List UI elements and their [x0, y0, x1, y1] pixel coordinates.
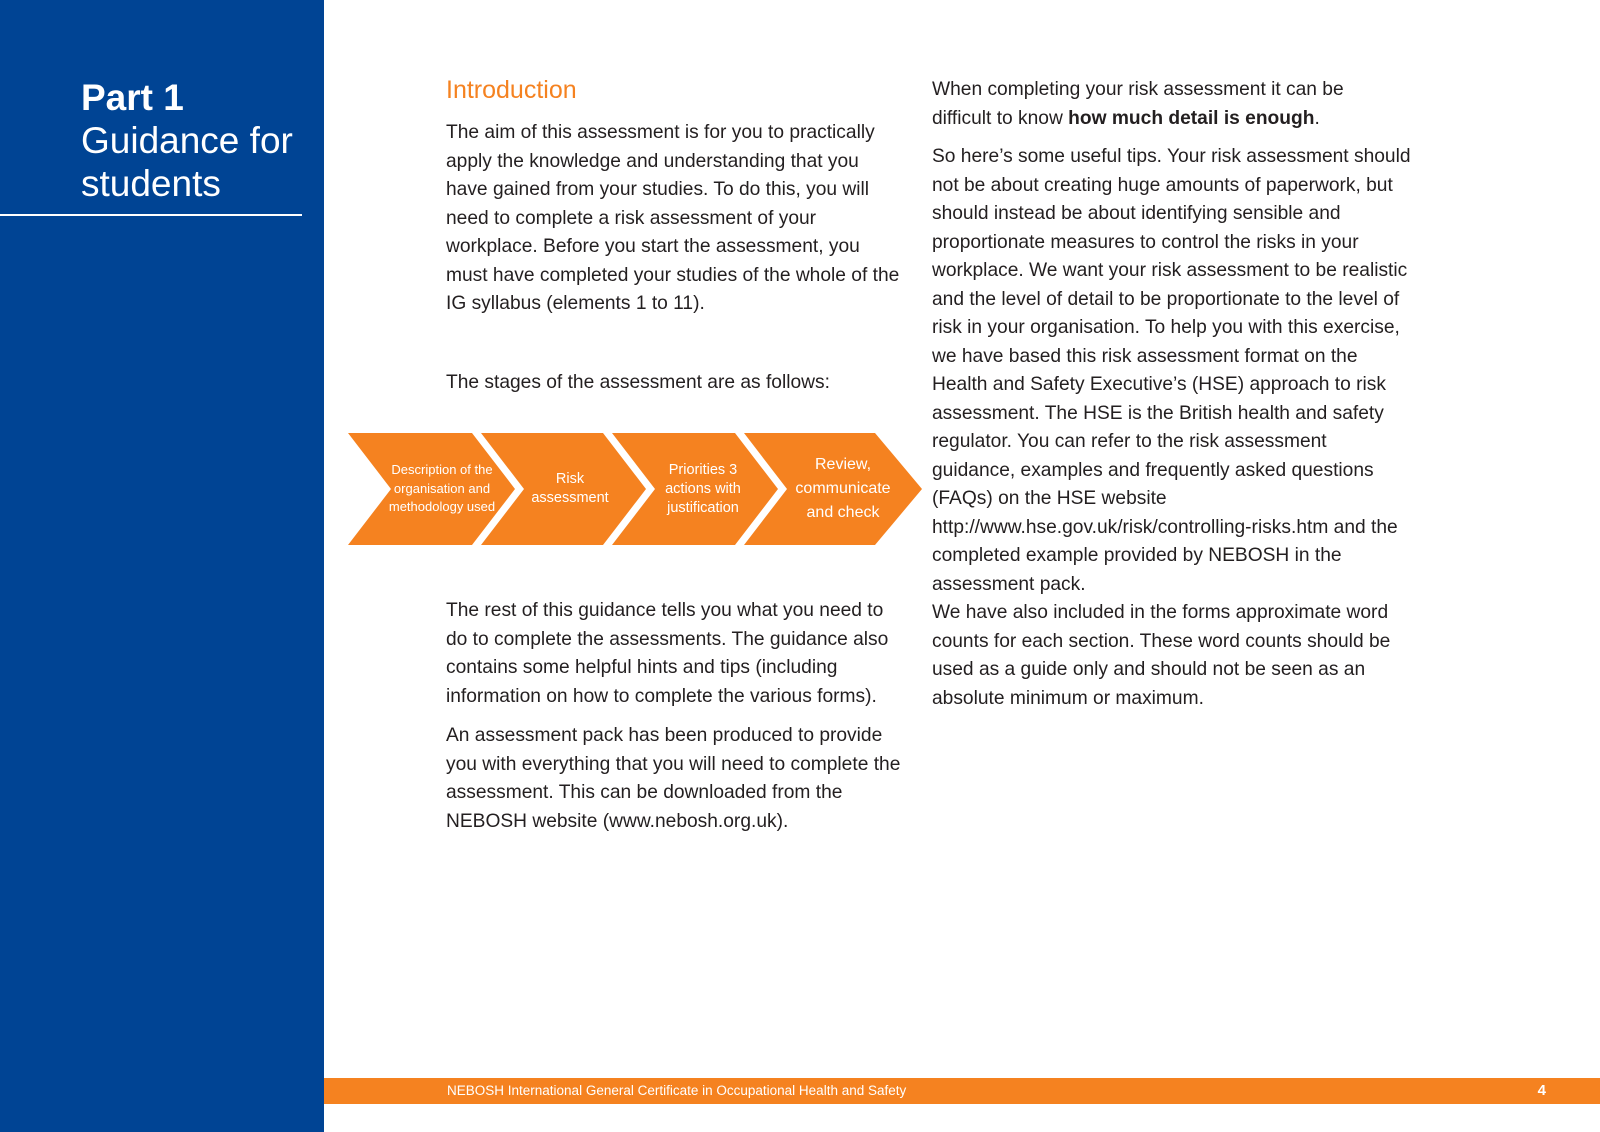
- section-subtitle-line2: students: [81, 163, 221, 204]
- part-label: Part 1: [81, 77, 184, 118]
- stage-label-4: Review, communicate and check: [795, 456, 891, 521]
- footer-bar: [324, 1078, 1600, 1104]
- stage-label-2: Risk assessment: [531, 471, 609, 506]
- stages-flow-diagram: [348, 433, 922, 545]
- section-title: [81, 76, 311, 205]
- assessment-pack-paragraph: An assessment pack has been produced to provide you with everything that you will need to complete the assessment. This can be downloaded from the NEBOSH website (www.nebosh.org.uk).: [446, 725, 901, 832]
- footer-text: NEBOSH International General Certificate in Occupational Health and Safety: [447, 1083, 907, 1098]
- sidebar-divider: [0, 214, 302, 216]
- word-count-paragraph: We have also included in the forms approximate word counts for each section. These word counts should be used as a guide only and should not be seen as an absolute minimum or maximum.: [932, 602, 1391, 709]
- page-number: 4: [1537, 1082, 1546, 1099]
- detail-paragraph: [932, 76, 1402, 133]
- detail-text-after: .: [1314, 107, 1320, 129]
- introduction-heading: Introduction: [446, 76, 577, 104]
- detail-emphasis: how much detail is enough: [1068, 107, 1315, 129]
- stage-label-3: Priorities 3 actions with justification: [665, 461, 741, 516]
- detail-text-before: When completing your risk assessment it can be difficult to know: [932, 79, 1344, 129]
- tips-paragraph: So here’s some useful tips. Your risk assessment should not be about creating huge amounts of paperwork, but should instead be about identifying sensible and proportionate measures to control the risks in your workplace. We want your risk assessment to be realistic and the level of detail to be proportionate to the level of risk in your organisation. To help you with this exercise, we have based this risk assessment format on the Health and Safety Executive’s (HSE) approach to risk assessment. The HSE is the British health and safety regulator. You can refer to the risk assessment guidance, examples and frequently asked questions (FAQs) on the HSE website http://www.hse.gov.uk/risk/controlling-risks.htm and the completed example provided by NEBOSH in the assessment pack.: [932, 146, 1411, 595]
- stages-intro-text: The stages of the assessment are as follows:: [446, 372, 830, 393]
- tips-block: [932, 143, 1412, 713]
- guidance-paragraph: The rest of this guidance tells you what you need to do to complete the assessments. The guidance also contains some helpful hints and tips (including information on how to complete the various forms).: [446, 600, 889, 707]
- sidebar-panel: [0, 0, 324, 1132]
- stage-label-1: Description of the organisation and methodology used: [388, 462, 496, 515]
- section-subtitle-line1: Guidance for: [81, 120, 293, 161]
- intro-paragraph: The aim of this assessment is for you to practically apply the knowledge and understanding that you have gained from your studies. To do this, you will need to complete a risk assessment of your workplace. Before you start the assessment, you must have completed your studies of the whole of the IG syllabus (elements 1 to 11).: [446, 122, 900, 314]
